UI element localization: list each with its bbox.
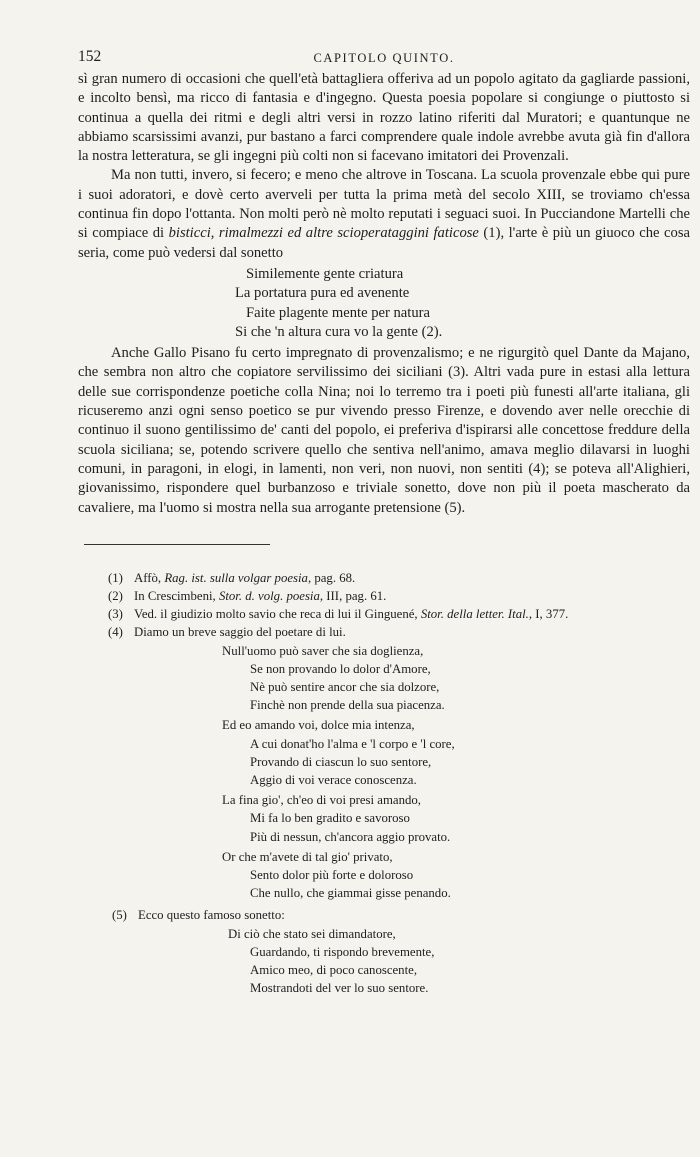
quoted-sonnet (235, 265, 690, 342)
footnote-poem (228, 925, 690, 998)
verse-line: La fina gio', ch'eo di voi presi amando, (222, 793, 421, 808)
running-title: CAPITOLO QUINTO. (313, 51, 455, 65)
verse-line: Che nullo, che giammai gisse penando. (250, 886, 451, 901)
paragraph: sì gran numero di occasioni che quell'età battagliera offeriva ad un popolo agitato da gagliarde passioni, e incolto bensì, ma ricco di fantasia e d'ingegno. Questa poesia popolare si congiunge o piuttosto si continua a quella dei ritmi e degli altri versi in rozzo latino riferiti dal Muratori; e quantunque ne abbiamo scarsissimi avanzi, pur bastano a farci comprendere quale indole avrebbe avuta già fin d'allora la nostra letteratura, se gli ingegni più colti non si facevano imitatori dei Provenzali. (78, 71, 690, 165)
footnote: (5) Ecco questo famoso sonetto: (112, 908, 285, 923)
verse-line: Guardando, ti rispondo brevemente, (250, 944, 435, 959)
verse-line: Si che 'n altura cura vo la gente (2). (235, 323, 443, 340)
verse-line: Di ciò che stato sei dimandatore, (228, 926, 396, 941)
verse-line: La portatura pura ed avenente (235, 285, 410, 302)
italic-quote: bisticci, rimalmezzi ed altre scioperataggini faticose (168, 225, 479, 242)
footnote: (3) Ved. il giudizio molto savio che reca di lui il Ginguené, Stor. della letter. Ital., I, 377. (108, 607, 569, 622)
footnote: (2) In Crescimbeni, Stor. d. volg. poesia, III, pag. 61. (108, 589, 387, 604)
verse-line: Mostrandoti del ver lo suo sentore. (250, 981, 429, 996)
verse-line: Provando di ciascun lo suo sentore, (250, 754, 432, 769)
footnote: (1) Affò, Rag. ist. sulla volgar poesia, pag. 68. (108, 570, 356, 585)
book-page (78, 48, 690, 998)
verse-line: Similemente gente criatura (246, 265, 404, 282)
paragraph: Anche Gallo Pisano fu certo impregnato di provenzalismo; e ne rigurgitò quel Dante da Majano, che sembra non altro che copiatore servilissimo dei siciliani (3). Altri vada pure in estasi alla lettura delle sue corrispondenze poetiche colla Nina; noi lo terremo tra i poeti più funesti all'arte italiana, gli ricuseremo anzi ogni senso poetico se pur vivendo presso Firenze, e dovendo aver nelle orecchie di continuo il suono gentilissimo de' canti del popolo, ei preferiva d'ispirarsi alle concettose freddure della scuola siciliana; se, potendo scrivere quello che sentiva nell'animo, amava meglio dilavarsi in luoghi comuni, in paragoni, in elogi, in lamenti, non veri, non nuovi, non sentiti (4); se poteva all'Alighieri, giovanissimo, rispondere quel burbanzoso e triviale sonetto, dove non più il poeta mascherato da cavaliere, ma l'uomo si mostra nella sua arrogante pretensione (5). (78, 345, 690, 516)
verse-line: Più di nessun, ch'ancora aggio provato. (250, 829, 451, 844)
verse-line: Ed eo amando voi, dolce mia intenza, (222, 718, 415, 733)
main-text (78, 70, 690, 263)
verse-line: Faite plagente mente per natura (246, 304, 430, 321)
page-number: 152 (78, 48, 102, 65)
paragraph: Ma non tutti, invero, si fecero; e meno che altrove in Toscana. La scuola provenzale ebbe qui pure i suoi adoratori, e dovè certo averveli per tutta la prima metà del secolo XIII, se troviamo ch'essa continua fin dopo l'ottanta. Non molti però nè molto reputati i seguaci suoi. In Pucciandone Martelli che si compiace di bisticci, rimalmezzi ed altre scioperataggini faticose (1), l'arte è più un giuoco che cosa seria, come può vedersi dal sonetto (78, 167, 690, 261)
verse-line: Finchè non prende della sua piacenza. (250, 698, 445, 713)
verse-line: Nè può sentire ancor che sia dolzore, (250, 680, 440, 695)
verse-line: Aggio di voi verace conoscenza. (250, 773, 417, 788)
footnote: (4) Diamo un breve saggio del poetare di lui. (108, 625, 346, 640)
footnotes (78, 569, 690, 998)
verse-line: A cui donat'ho l'alma e 'l corpo e 'l core, (250, 736, 455, 751)
verse-line: Amico meo, di poco canoscente, (250, 963, 418, 978)
verse-line: Se non provando lo dolor d'Amore, (250, 661, 431, 676)
footnote-poem (222, 642, 690, 903)
verse-line: Mi fa lo ben gradito e savoroso (250, 811, 410, 826)
footnote-divider (84, 544, 270, 545)
verse-line: Null'uomo può saver che sia doglienza, (222, 643, 424, 658)
verse-line: Sento dolor più forte e doloroso (250, 868, 414, 883)
verse-line: Or che m'avete di tal gio' privato, (222, 849, 393, 864)
page-header (78, 48, 690, 70)
